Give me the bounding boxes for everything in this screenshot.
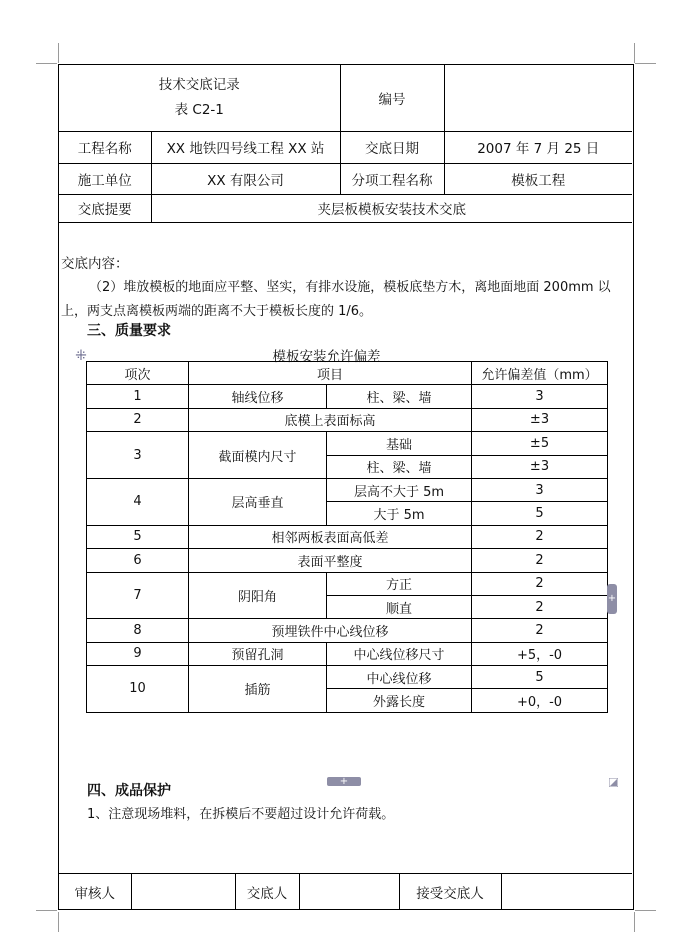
header-table xyxy=(59,65,632,223)
serial-label: 编号 xyxy=(340,65,444,131)
receiver-signature-field[interactable] xyxy=(501,874,632,910)
section-3-title: 三、质量要求 xyxy=(87,323,171,339)
crop-mark xyxy=(58,912,59,932)
cell-subitem: 方正 xyxy=(327,572,472,595)
cell-no: 2 xyxy=(87,408,189,431)
cell-subitem: 基础 xyxy=(327,432,472,455)
cell-value: 5 xyxy=(472,502,608,525)
presenter-signature-field[interactable] xyxy=(299,874,399,910)
cell-value: ±3 xyxy=(472,455,608,478)
crop-mark xyxy=(36,63,57,64)
subitem-label: 分项工程名称 xyxy=(340,163,444,194)
cell-item: 截面模内尺寸 xyxy=(189,432,327,479)
table-caption: 模板安装允许偏差 xyxy=(272,349,381,365)
protection-text[interactable]: 1、注意现场堆料，在拆模后不要超过设计允许荷载。 xyxy=(87,807,395,822)
table-resize-handle-icon[interactable] xyxy=(609,778,618,787)
reviewer-signature-field[interactable] xyxy=(131,874,235,910)
cell-no: 5 xyxy=(87,525,189,548)
cell-no: 8 xyxy=(87,619,189,642)
cell-value: ±5 xyxy=(472,432,608,455)
table-row xyxy=(87,642,608,665)
cell-value: 5 xyxy=(472,666,608,689)
table-row xyxy=(87,549,608,572)
table-row xyxy=(87,385,608,408)
cell-value: 2 xyxy=(472,549,608,572)
cell-subitem: 中心线位移尺寸 xyxy=(327,642,472,665)
summary-value[interactable]: 夹层板模板安装技术交底 xyxy=(151,194,632,222)
cell-no: 7 xyxy=(87,572,189,619)
crop-mark xyxy=(634,43,635,63)
table-row xyxy=(87,572,608,595)
table-row xyxy=(87,432,608,455)
table-row xyxy=(87,478,608,501)
content-paragraph[interactable]: （2）堆放模板的地面应平整、坚实，有排水设施，模板底垫方木，离地面地面 200mm 以上，两支点离模板两端的距离不大于模板长度的 1/6。 xyxy=(61,280,611,319)
crop-mark xyxy=(635,910,656,911)
add-row-button[interactable]: + xyxy=(327,777,361,786)
cell-item: 轴线位移 xyxy=(189,385,327,408)
form-title-line2: 表 C2-1 xyxy=(174,101,224,118)
cell-value: +5，-0 xyxy=(472,642,608,665)
cell-item: 表面平整度 xyxy=(189,549,472,572)
cell-no: 3 xyxy=(87,432,189,479)
form-title-line1: 技术交底记录 xyxy=(158,76,240,93)
cell-item: 预留孔洞 xyxy=(189,642,327,665)
cell-value: 2 xyxy=(472,595,608,618)
cell-item: 阴阳角 xyxy=(189,572,327,619)
document-form xyxy=(58,64,634,910)
reviewer-label: 审核人 xyxy=(59,874,131,910)
form-title xyxy=(59,65,340,131)
add-column-button[interactable]: + xyxy=(607,584,617,614)
cell-no: 9 xyxy=(87,642,189,665)
col-header-no: 项次 xyxy=(87,362,189,385)
cell-subitem: 大于 5m xyxy=(327,502,472,525)
table-row xyxy=(87,408,608,431)
deviation-table xyxy=(86,361,608,713)
cell-no: 10 xyxy=(87,666,189,713)
cell-value: ±3 xyxy=(472,408,608,431)
cell-no: 1 xyxy=(87,385,189,408)
cell-item: 底模上表面标高 xyxy=(189,408,472,431)
table-row xyxy=(87,666,608,689)
cell-value: 3 xyxy=(472,385,608,408)
cell-value: 2 xyxy=(472,619,608,642)
col-header-item: 项目 xyxy=(189,362,472,385)
cell-value: +0，-0 xyxy=(472,689,608,712)
unit-value[interactable]: XX 有限公司 xyxy=(151,163,340,194)
signature-table xyxy=(59,873,632,909)
date-value[interactable]: 2007 年 7 月 25 日 xyxy=(444,131,632,163)
col-header-value: 允许偏差值（mm） xyxy=(472,362,608,385)
content-label: 交底内容： xyxy=(61,256,129,272)
table-row xyxy=(87,619,608,642)
presenter-label: 交底人 xyxy=(235,874,299,910)
cell-item: 层高垂直 xyxy=(189,478,327,525)
cell-value: 2 xyxy=(472,525,608,548)
cell-subitem: 外露长度 xyxy=(327,689,472,712)
cell-value: 3 xyxy=(472,478,608,501)
unit-label: 施工单位 xyxy=(59,163,151,194)
table-row xyxy=(87,362,608,385)
cell-item: 预埋铁件中心线位移 xyxy=(189,619,472,642)
cell-no: 4 xyxy=(87,478,189,525)
cell-subitem: 柱、梁、墙 xyxy=(327,455,472,478)
receiver-label: 接受交底人 xyxy=(399,874,501,910)
cell-subitem: 柱、梁、墙 xyxy=(327,385,472,408)
cell-subitem: 层高不大于 5m xyxy=(327,478,472,501)
crop-mark xyxy=(634,912,635,932)
cell-no: 6 xyxy=(87,549,189,572)
cell-item: 相邻两板表面高低差 xyxy=(189,525,472,548)
summary-label: 交底提要 xyxy=(59,194,151,222)
table-move-handle-icon[interactable]: ⁜ xyxy=(75,348,87,364)
cell-value: 2 xyxy=(472,572,608,595)
cell-subitem: 中心线位移 xyxy=(327,666,472,689)
cell-item: 插筋 xyxy=(189,666,327,713)
section-4-title: 四、成品保护 xyxy=(87,783,171,799)
subitem-value[interactable]: 模板工程 xyxy=(444,163,632,194)
project-value[interactable]: XX 地铁四号线工程 XX 站 xyxy=(151,131,340,163)
date-label: 交底日期 xyxy=(340,131,444,163)
cell-subitem: 顺直 xyxy=(327,595,472,618)
crop-mark xyxy=(635,63,656,64)
crop-mark xyxy=(58,43,59,63)
project-label: 工程名称 xyxy=(59,131,151,163)
serial-value[interactable] xyxy=(444,65,632,131)
table-row xyxy=(87,525,608,548)
crop-mark xyxy=(36,910,57,911)
